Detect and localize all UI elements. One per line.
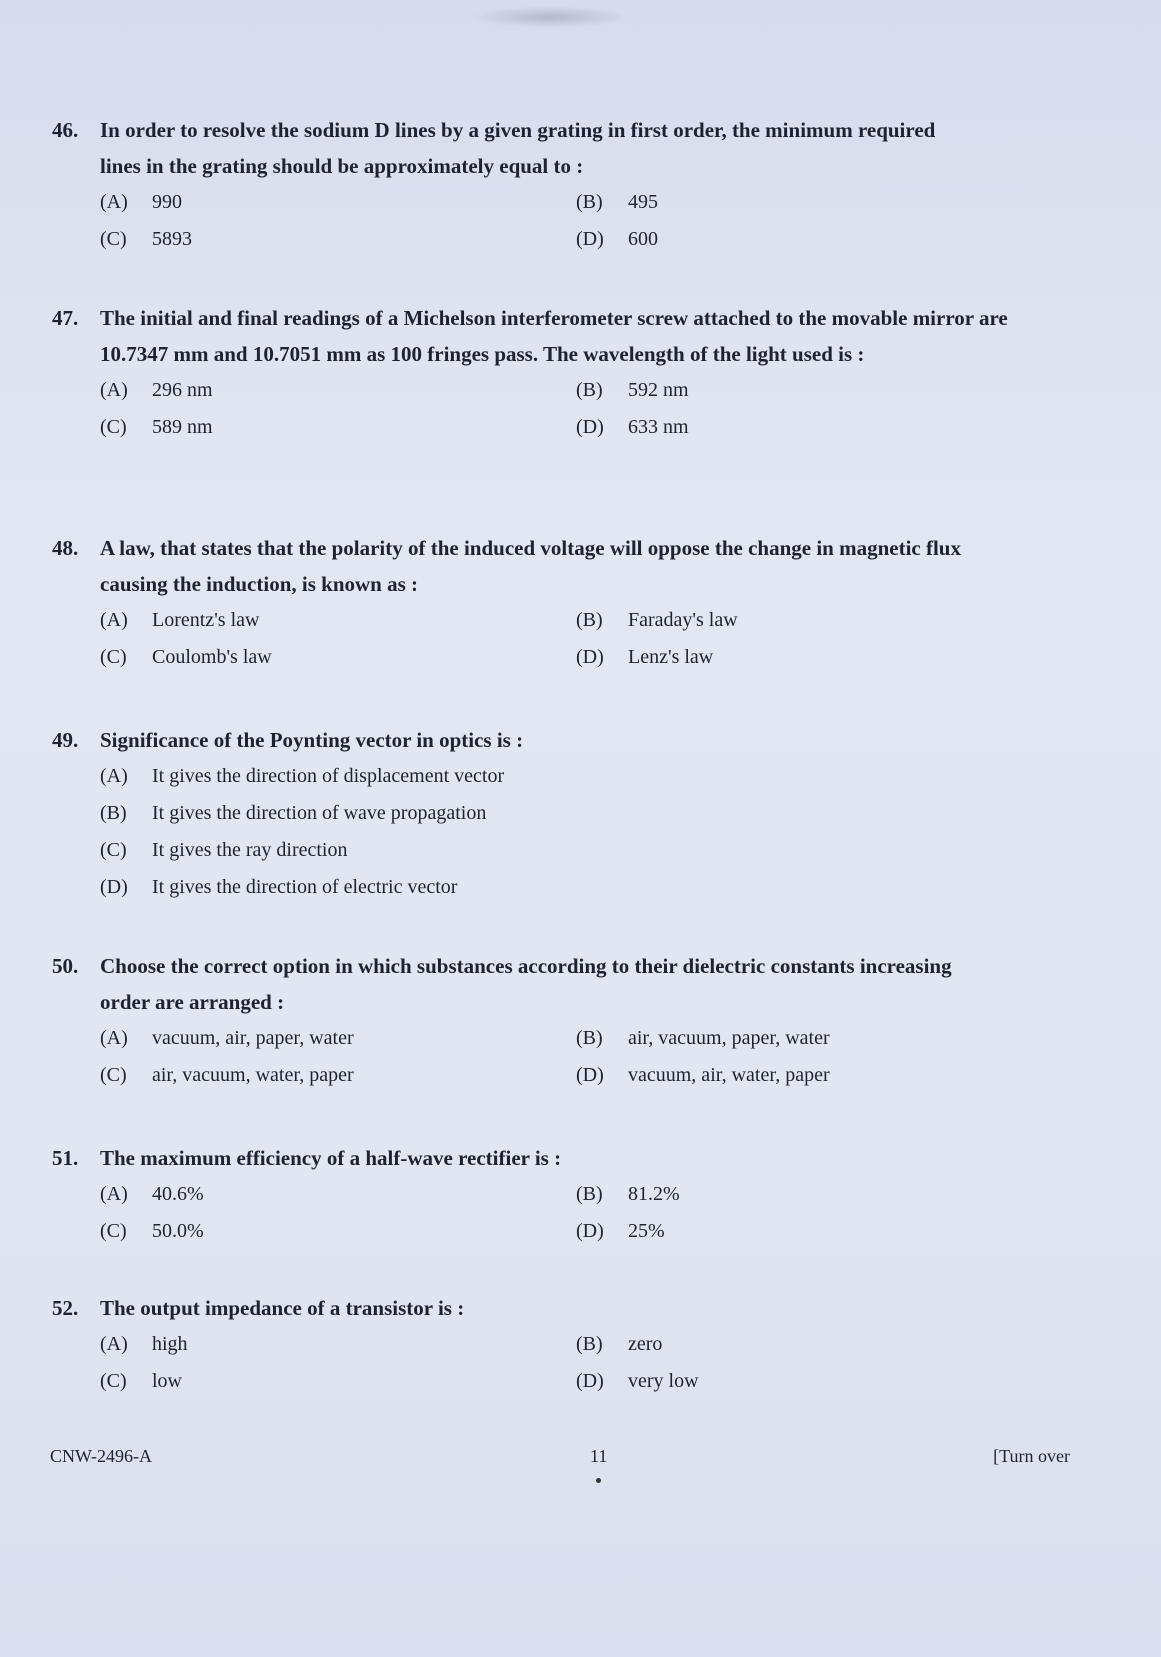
question-51 xyxy=(52,1140,1052,1250)
question-50 xyxy=(52,948,1052,1094)
question-52 xyxy=(52,1290,1052,1400)
booklet-code: CNW-2496-A xyxy=(50,1446,152,1466)
option-c: (C) 589 nm xyxy=(100,416,213,438)
question-text: A law, that states that the polarity of the induced voltage will oppose the change in magnetic flux causing the induction, is known as : xyxy=(100,536,961,596)
option-a: (A) vacuum, air, paper, water xyxy=(100,1027,354,1049)
turn-over-note: [Turn over xyxy=(993,1446,1070,1466)
question-text: Significance of the Poynting vector in optics is : xyxy=(100,728,524,752)
question-46 xyxy=(52,112,1052,258)
option-b: (B) 81.2% xyxy=(576,1183,680,1205)
question-number: 50. xyxy=(52,954,79,978)
option-b: (B) It gives the direction of wave propagation xyxy=(100,802,487,824)
option-d: (D) Lenz's law xyxy=(576,646,714,668)
options xyxy=(100,758,1052,906)
options xyxy=(100,184,1052,258)
options xyxy=(100,1020,1052,1094)
question-number: 47. xyxy=(52,306,79,330)
option-d: (D) 633 nm xyxy=(576,416,689,438)
question-text: Choose the correct option in which substances according to their dielectric constants increasing order are arranged : xyxy=(100,954,952,1014)
option-c: (C) low xyxy=(100,1370,182,1392)
option-b: (B) 495 xyxy=(576,191,658,213)
option-a: (A) It gives the direction of displacement vector xyxy=(100,765,505,787)
question-stem xyxy=(52,530,1052,602)
option-a: (A) high xyxy=(100,1333,188,1355)
question-stem xyxy=(52,112,1052,184)
options xyxy=(100,1176,1052,1250)
question-stem xyxy=(52,300,1052,372)
option-b: (B) air, vacuum, paper, water xyxy=(576,1027,830,1049)
question-stem xyxy=(52,722,1052,758)
question-stem xyxy=(52,1140,1052,1176)
option-c: (C) 5893 xyxy=(100,228,192,250)
question-48 xyxy=(52,530,1052,676)
option-c: (C) 50.0% xyxy=(100,1220,204,1242)
question-number: 52. xyxy=(52,1296,79,1320)
option-d: (D) 600 xyxy=(576,228,658,250)
option-b: (B) zero xyxy=(576,1333,663,1355)
question-number: 49. xyxy=(52,728,79,752)
option-a: (A) 296 nm xyxy=(100,379,213,401)
option-a: (A) 990 xyxy=(100,191,182,213)
question-text: The maximum efficiency of a half-wave rectifier is : xyxy=(100,1146,562,1170)
question-47 xyxy=(52,300,1052,446)
question-text: The initial and final readings of a Michelson interferometer screw attached to the movable mirror are 10.7347 mm and 10.7051 mm as 100 fringes pass. The wavelength of the light used is : xyxy=(100,306,1008,366)
option-c: (C) It gives the ray direction xyxy=(100,839,348,861)
question-text: In order to resolve the sodium D lines by a given grating in first order, the minimum required lines in the grating should be approximately equal to : xyxy=(100,118,936,178)
question-number: 46. xyxy=(52,118,79,142)
options xyxy=(100,372,1052,446)
option-a: (A) 40.6% xyxy=(100,1183,204,1205)
option-d: (D) vacuum, air, water, paper xyxy=(576,1064,830,1086)
dot-mark xyxy=(596,1478,601,1483)
question-number: 48. xyxy=(52,536,79,560)
option-d: (D) It gives the direction of electric vector xyxy=(100,876,458,898)
option-c: (C) air, vacuum, water, paper xyxy=(100,1064,354,1086)
question-stem xyxy=(52,948,1052,1020)
question-text: The output impedance of a transistor is : xyxy=(100,1296,465,1320)
options xyxy=(100,602,1052,676)
option-d: (D) 25% xyxy=(576,1220,665,1242)
question-49 xyxy=(52,722,1052,906)
option-b: (B) Faraday's law xyxy=(576,609,738,631)
option-a: (A) Lorentz's law xyxy=(100,609,260,631)
question-number: 51. xyxy=(52,1146,79,1170)
option-d: (D) very low xyxy=(576,1370,699,1392)
option-c: (C) Coulomb's law xyxy=(100,646,272,668)
question-stem xyxy=(52,1290,1052,1326)
option-b: (B) 592 nm xyxy=(576,379,689,401)
page-number: 11 xyxy=(590,1446,608,1466)
options xyxy=(100,1326,1052,1400)
scan-smudge xyxy=(470,6,630,28)
